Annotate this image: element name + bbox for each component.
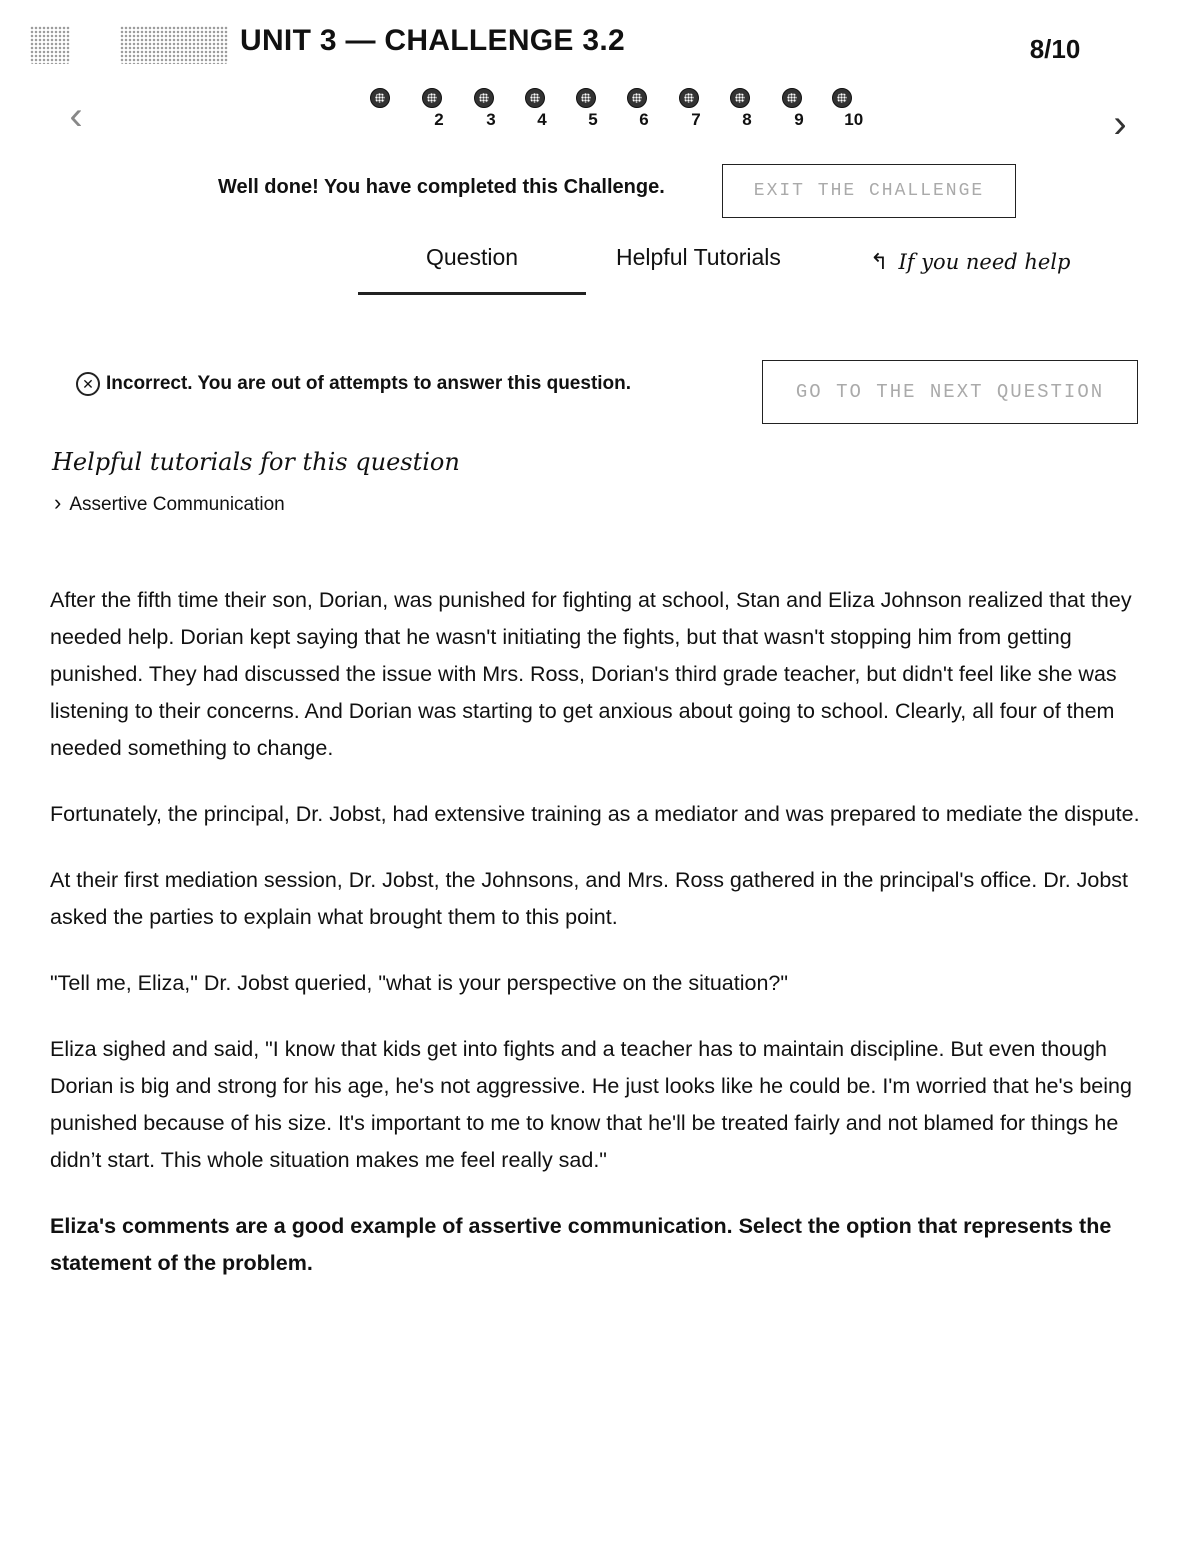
status-icon: [474, 88, 494, 108]
tutorial-link-assertive-communication[interactable]: [54, 490, 285, 516]
question-dot-6[interactable]: 6: [619, 86, 663, 134]
question-dot-1[interactable]: [362, 86, 406, 134]
tutorial-link-label: Assertive Communication: [69, 494, 285, 515]
question-dot-8[interactable]: 8: [722, 86, 766, 134]
question-navigator: [362, 86, 862, 134]
help-link[interactable]: [870, 250, 1071, 275]
passage-paragraph: At their first mediation session, Dr. Jobst, the Johnsons, and Mrs. Ross gathered in the principal's office. Dr. Jobst asked the parties to explain what brought them to this point.: [50, 868, 1129, 929]
status-icon: [422, 88, 442, 108]
question-dot-10[interactable]: 10: [824, 86, 868, 134]
question-prompt: Eliza's comments are a good example of assertive communication. Select the option that represents the statement of the problem.: [50, 1214, 1112, 1275]
question-passage: [50, 582, 1140, 1311]
result-message-text: Incorrect. You are out of attempts to answer this question.: [106, 373, 632, 394]
logo-mark: [30, 26, 70, 64]
tutorials-heading: Helpful tutorials for this question: [52, 448, 460, 476]
question-dot-4[interactable]: 4: [517, 86, 561, 134]
next-question-arrow-button[interactable]: [1102, 104, 1138, 148]
incorrect-icon: ✕: [76, 372, 100, 396]
tab-question[interactable]: Question: [358, 244, 586, 295]
question-dot-9[interactable]: 9: [774, 86, 818, 134]
status-icon: [679, 88, 699, 108]
help-link-label: If you need help: [898, 250, 1071, 274]
progress-count: 8/10: [1029, 34, 1081, 64]
page-title: UNIT 3 — CHALLENGE 3.2: [240, 24, 625, 57]
chevron-right-icon: ›: [54, 490, 62, 515]
passage-paragraph: Eliza sighed and said, "I know that kids get into fights and a teacher has to maintain discipline. But even though Dorian is big and strong for his age, he's not aggressive. He just looks like he could be. I'm worried that he's being punished because of his size. It's important to me to know that he'll be treated fairly and not blamed for things he didn’t start. This whole situation makes me feel really sad.": [50, 1037, 1132, 1172]
passage-paragraph: Fortunately, the principal, Dr. Jobst, had extensive training as a mediator and was prepared to mediate the dispute.: [50, 802, 1140, 826]
status-icon: [782, 88, 802, 108]
status-icon: [370, 88, 390, 108]
passage-paragraph: "Tell me, Eliza," Dr. Jobst queried, "what is your perspective on the situation?": [50, 971, 788, 995]
status-icon: [627, 88, 647, 108]
logo: [30, 26, 230, 70]
previous-question-button[interactable]: [58, 96, 94, 140]
question-dot-5[interactable]: 5: [568, 86, 612, 134]
chevron-right-icon: ›: [1113, 102, 1127, 146]
status-icon: [832, 88, 852, 108]
status-icon: [525, 88, 545, 108]
passage-paragraph: After the fifth time their son, Dorian, was punished for fighting at school, Stan and Eliza Johnson realized that they needed help. Dorian kept saying that he wasn't initiating the fights, but that wasn't stopping him from getting punished. They had discussed the issue with Mrs. Ross, Dorian's third grade teacher, but didn't feel like she was listening to their concerns. And Dorian was starting to get anxious about going to school. Clearly, all four of them needed something to change.: [50, 588, 1132, 760]
logo-wordmark: [120, 26, 228, 64]
status-icon: [730, 88, 750, 108]
chevron-left-icon: ‹: [69, 94, 83, 138]
next-question-button[interactable]: GO TO THE NEXT QUESTION: [762, 360, 1138, 424]
result-message: [76, 372, 631, 396]
reply-arrow-icon: ↰: [870, 250, 889, 275]
status-icon: [576, 88, 596, 108]
exit-challenge-button[interactable]: EXIT THE CHALLENGE: [722, 164, 1016, 218]
tab-helpful-tutorials[interactable]: Helpful Tutorials: [616, 244, 781, 270]
completion-message: Well done! You have completed this Challenge.: [218, 176, 665, 198]
question-dot-7[interactable]: 7: [671, 86, 715, 134]
question-dot-2[interactable]: 2: [414, 86, 458, 134]
question-dot-3[interactable]: 3: [466, 86, 510, 134]
